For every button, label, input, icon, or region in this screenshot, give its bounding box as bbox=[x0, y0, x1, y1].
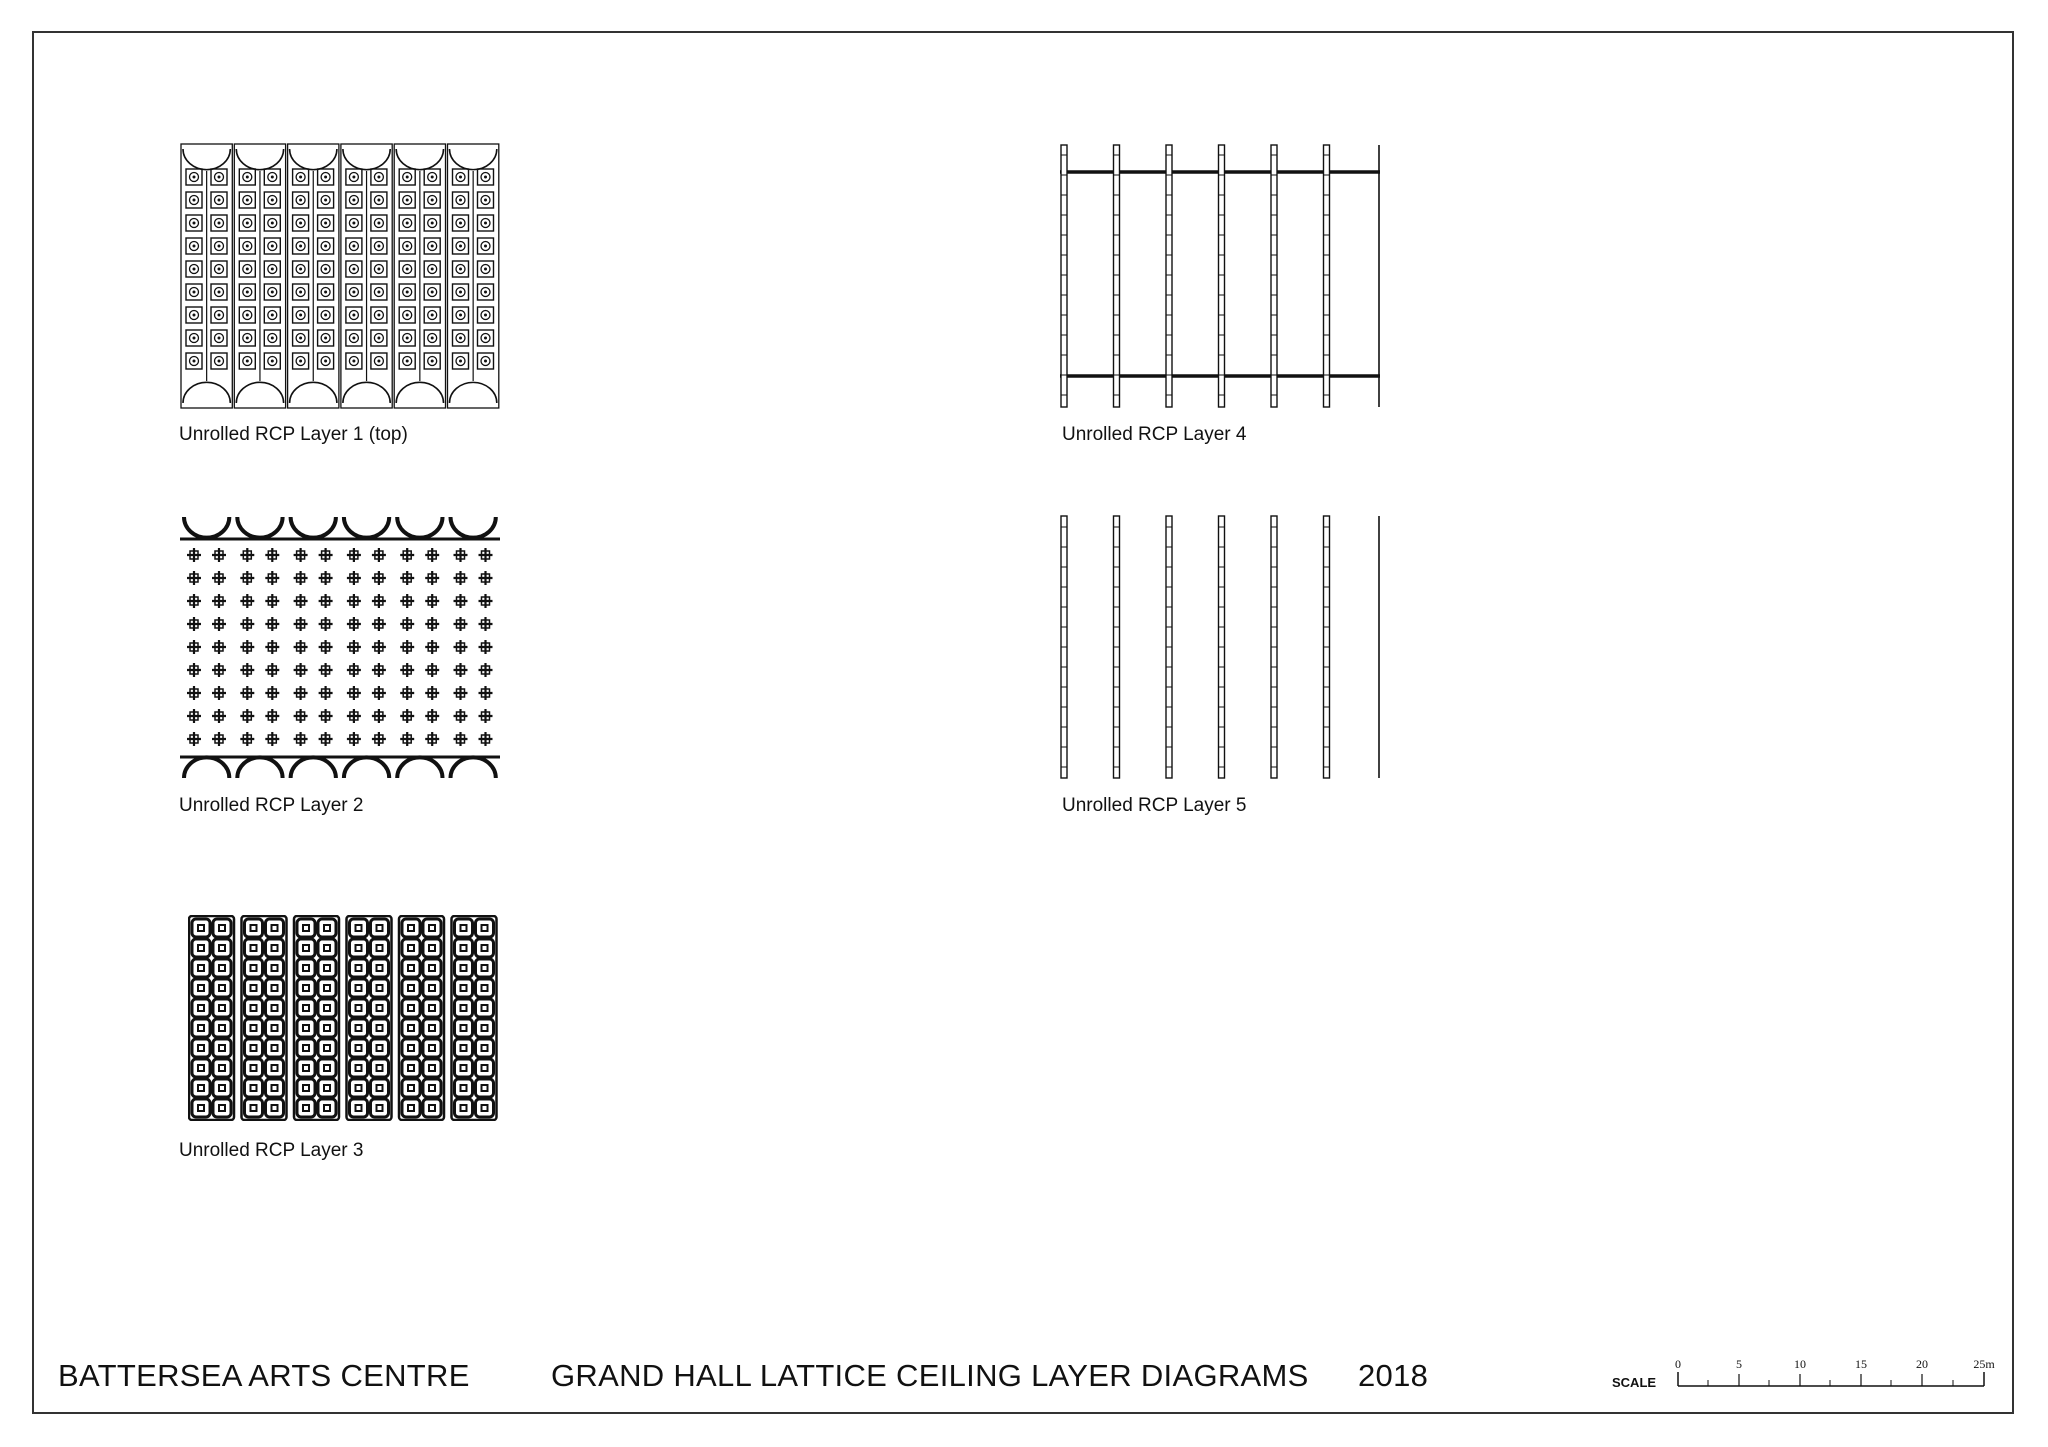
lattice-column bbox=[189, 916, 234, 1120]
venue-title: BATTERSEA ARTS CENTRE bbox=[58, 1358, 470, 1393]
layer2-diagram bbox=[180, 515, 500, 780]
layer1-drawing bbox=[180, 143, 500, 409]
layer3-caption: Unrolled RCP Layer 3 bbox=[179, 1140, 364, 1161]
scale-tick-label: 5 bbox=[1736, 1357, 1742, 1371]
scale-tick-label: 15 bbox=[1855, 1357, 1867, 1371]
scale-tick-label: 0 bbox=[1675, 1357, 1681, 1371]
lattice-bay bbox=[234, 144, 285, 408]
rib bbox=[1271, 145, 1277, 407]
layer3-drawing bbox=[188, 915, 498, 1121]
layer5-drawing bbox=[1060, 515, 1380, 780]
rosette-bay bbox=[451, 517, 496, 778]
scale-ruler bbox=[1612, 1352, 2012, 1392]
rosette-bay bbox=[397, 517, 442, 778]
scale-tick-label: 25m bbox=[1973, 1357, 1995, 1371]
lattice-bay bbox=[288, 144, 339, 408]
layer5-diagram bbox=[1060, 515, 1380, 780]
layer1-caption: Unrolled RCP Layer 1 (top) bbox=[179, 424, 408, 445]
scale-bar bbox=[1612, 1352, 2012, 1392]
rib bbox=[1061, 516, 1067, 778]
lattice-bay bbox=[394, 144, 445, 408]
lattice-column bbox=[242, 916, 287, 1120]
lattice-bay bbox=[181, 144, 232, 408]
lattice-bay bbox=[448, 144, 499, 408]
layer2-caption: Unrolled RCP Layer 2 bbox=[179, 795, 364, 816]
layer1-diagram bbox=[180, 143, 500, 409]
lattice-column bbox=[347, 916, 392, 1120]
rib bbox=[1324, 145, 1330, 407]
lattice-column bbox=[399, 916, 444, 1120]
rib bbox=[1166, 145, 1172, 407]
rib bbox=[1271, 516, 1277, 778]
rib bbox=[1324, 516, 1330, 778]
layer4-drawing bbox=[1060, 143, 1380, 409]
rib bbox=[1114, 516, 1120, 778]
layer3-diagram bbox=[188, 915, 498, 1121]
rib bbox=[1219, 516, 1225, 778]
scale-tick-label: 20 bbox=[1916, 1357, 1928, 1371]
rosette-bay bbox=[344, 517, 389, 778]
scale-tick-label: 10 bbox=[1794, 1357, 1806, 1371]
layer5-caption: Unrolled RCP Layer 5 bbox=[1062, 795, 1247, 816]
lattice-column bbox=[452, 916, 497, 1120]
rosette-bay bbox=[237, 517, 282, 778]
layer4-caption: Unrolled RCP Layer 4 bbox=[1062, 424, 1247, 445]
layer4-diagram bbox=[1060, 143, 1380, 409]
rib bbox=[1114, 145, 1120, 407]
rib bbox=[1061, 145, 1067, 407]
drawing-title: GRAND HALL LATTICE CEILING LAYER DIAGRAMS bbox=[551, 1358, 1309, 1393]
lattice-bay bbox=[341, 144, 392, 408]
rib bbox=[1219, 145, 1225, 407]
rosette-bay bbox=[184, 517, 229, 778]
drawing-year: 2018 bbox=[1358, 1358, 1429, 1393]
scale-label: SCALE bbox=[1612, 1375, 1657, 1390]
lattice-column bbox=[294, 916, 339, 1120]
rosette-bay bbox=[291, 517, 336, 778]
layer2-drawing bbox=[180, 515, 500, 780]
rib bbox=[1166, 516, 1172, 778]
